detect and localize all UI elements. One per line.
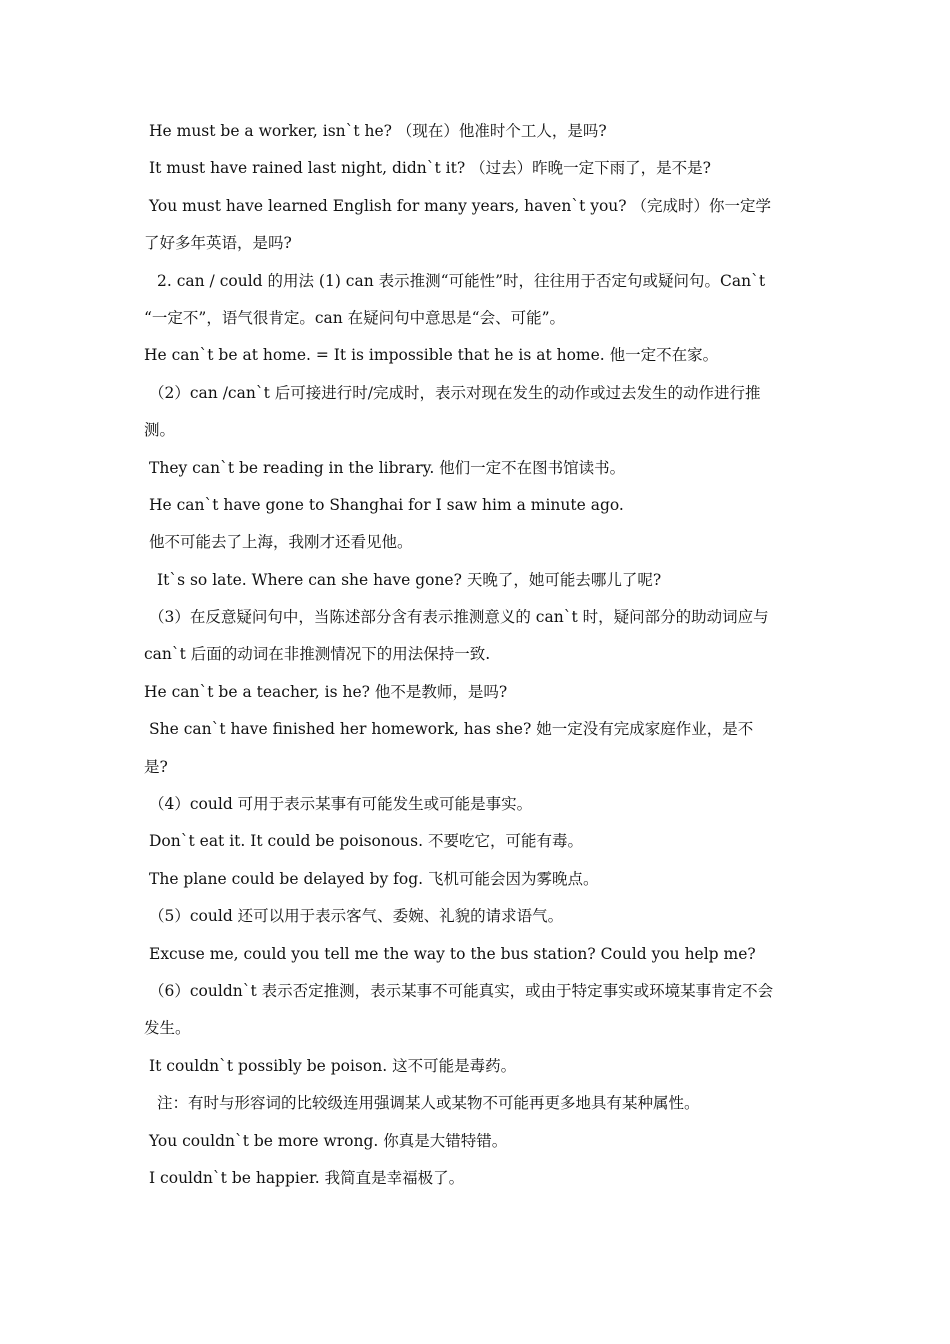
text-line: They can`t be reading in the library. 他们一定不在图书馆读书。: [149, 458, 626, 477]
text-line: I couldn`t be happier. 我简直是幸福极了。: [149, 1168, 465, 1187]
text-line: 他不可能去了上海，我刚才还看见他。: [149, 533, 413, 552]
text-line: 是?: [144, 757, 168, 776]
text-line: It couldn`t possibly be poison. 这不可能是毒药。: [149, 1056, 517, 1075]
text-line: （3）在反意疑问句中，当陈述部分含有表示推测意义的 can`t 时，疑问部分的助动词应与: [149, 608, 769, 627]
text-line: He can`t have gone to Shanghai for I saw him a minute ago.: [149, 495, 624, 514]
text-line: 测。: [144, 421, 176, 440]
text-line: “一定不”，语气很肯定。can 在疑问句中意思是“会、可能”。: [144, 308, 566, 327]
text-line: He can`t be a teacher, is he? 他不是教师，是吗?: [144, 682, 508, 701]
text-line: 发生。: [144, 1019, 191, 1038]
text-line: She can`t have finished her homework, has she? 她一定没有完成家庭作业，是不: [149, 720, 754, 739]
text-line: It`s so late. Where can she have gone? 天晚了，她可能去哪儿了呢?: [157, 570, 662, 589]
text-line: Don`t eat it. It could be poisonous. 不要吃它，可能有毒。: [149, 832, 583, 851]
text-line: （4）could 可用于表示某事有可能发生或可能是事实。: [149, 795, 533, 814]
text-line: 2. can / could 的用法 (1) can 表示推测“可能性”时，往往用于否定句或疑问句。Can`t: [157, 271, 766, 290]
text-line: 了好多年英语，是吗?: [144, 234, 292, 253]
document-body: [144, 113, 812, 1197]
text-line: He must be a worker, isn`t he? （现在）他准时个工人，是吗?: [149, 122, 607, 140]
text-line: （2）can /can`t 后可接进行时/完成时，表示对现在发生的动作或过去发生的动作进行推: [149, 383, 761, 402]
text-line: It must have rained last night, didn`t it? （过去）昨晚一定下雨了，是不是?: [149, 159, 711, 178]
text-line: 注：有时与形容词的比较级连用强调某人或某物不可能再更多地具有某种属性。: [157, 1094, 700, 1113]
text-line: You must have learned English for many years, haven`t you? （完成时）你一定学: [149, 196, 772, 215]
text-line: Excuse me, could you tell me the way to the bus station? Could you help me?: [149, 944, 756, 963]
text-line: The plane could be delayed by fog. 飞机可能会因为雾晚点。: [149, 869, 599, 888]
text-line: can`t 后面的动词在非推测情况下的用法保持一致.: [144, 645, 491, 664]
text-line: He can`t be at home. = It is impossible that he is at home. 他一定不在家。: [144, 346, 719, 365]
text-line: You couldn`t be more wrong. 你真是大错特错。: [149, 1131, 508, 1150]
text-line: （5）could 还可以用于表示客气、委婉、礼貌的请求语气。: [149, 907, 564, 926]
text-line: （6）couldn`t 表示否定推测，表示某事不可能真实，或由于特定事实或环境某事肯定不会: [149, 981, 774, 1000]
